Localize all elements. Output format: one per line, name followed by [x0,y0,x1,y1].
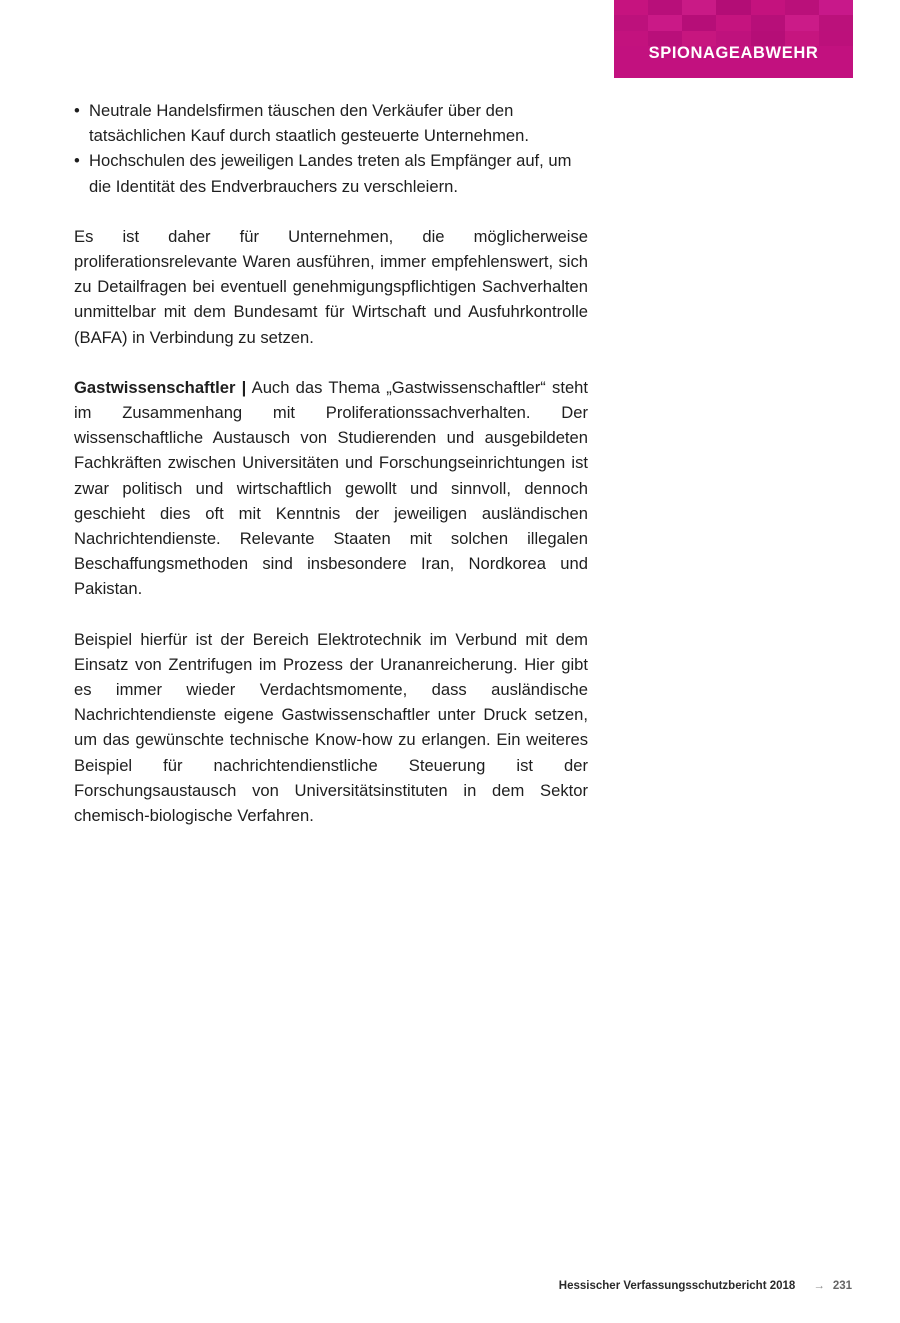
page-footer [559,1280,852,1292]
main-content [74,98,588,828]
paragraph-bafa: Es ist daher für Unternehmen, die möglicherweise proliferationsrelevante Waren ausführen, immer empfehlenswert, sich zu Detailfragen bei eventuell genehmigungspflichtigen Sachverhalten unmittelbar mit dem Bundesamt für Wirtschaft und Ausfuhrkontrolle (BAFA) in Verbindung zu setzen. [74,226,588,347]
list-item [74,148,588,198]
publication-title: Hessischer Verfassungsschutzbericht 2018 [558,1280,796,1292]
section-tab [614,0,853,78]
bullet-list [74,98,588,199]
tab-mosaic-decoration [614,0,853,46]
paragraph-elektrotechnik: Beispiel hierfür ist der Bereich Elektrotechnik im Verbund mit dem Einsatz von Zentrifugen im Prozess der Urananreicherung. Hier gibt es immer wieder Verdachtsmomente, dass ausländische Nachrichtendienste eigene Gastwissenschaftler unter Druck setzen, um das gewünschte technische Know-how zu erlangen. Ein weiteres Beispiel für nachrichtendienstliche Steuerung ist der Forschungsaustausch von Universitätsinstituten in dem Sektor chemisch-biologische Verfahren. [74,629,588,826]
run-in-heading: Gastwissenschaftler | [74,377,247,397]
paragraph-gastwissenschaftler [74,375,588,602]
bullet-text: Hochschulen des jeweiligen Landes treten als Empfänger auf, um die Identität des Endverbrauchers zu verschleiern. [89,151,572,196]
arrow-right-icon: → [813,1280,825,1292]
bullet-icon: • [74,151,80,171]
list-item [74,98,588,148]
bullet-text: Neutrale Handelsfirmen täuschen den Verkäufer über den tatsächlichen Kauf durch staatlich gesteuerte Unternehmen. [89,101,529,146]
paragraph-body: Auch das Thema „Gastwissenschaftler“ steht im Zusammenhang mit Proliferationssachverhalten. Der wissenschaftliche Austausch von Studierenden und ausgebildeten Fachkräften zwischen Universitäten und Forschungseinrichtungen ist zwar politisch und wirtschaftlich gewollt und sinnvoll, dennoch geschieht dies oft mit Kenntnis der jeweiligen ausländischen Nachrichtendienste. Relevante Staaten mit solchen illegalen Beschaffungsmethoden sind insbesondere Iran, Nordkorea und Pakistan. [74,377,589,599]
section-label: SPIONAGEABWEHR [648,44,819,62]
bullet-icon: • [74,101,80,120]
page-number: 231 [832,1280,852,1292]
